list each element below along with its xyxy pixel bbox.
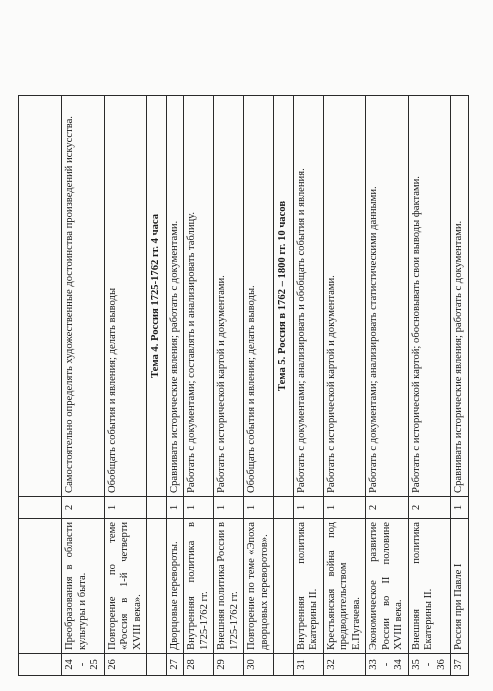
lesson-topic: Внутренняя политика в 1725-1762 гг. (184, 519, 214, 654)
lesson-hours: 2 (366, 497, 409, 519)
section-row (274, 96, 294, 676)
lesson-activity: Работать с документами; составлять и анализировать таблицу. (184, 96, 214, 497)
lesson-number: 28 (184, 654, 214, 676)
lesson-topic: Внешняя политика Екатерины II. (408, 519, 451, 654)
lesson-number: 30 (244, 654, 274, 676)
lesson-number: 33 - 34 (366, 654, 409, 676)
lesson-activity: Работать с документами; анализировать статистическими данными. (366, 96, 409, 497)
table-row (214, 96, 244, 676)
blank-cell (274, 654, 294, 676)
lesson-table-body (19, 96, 469, 676)
lesson-topic: Дворцовые перевороты. (166, 519, 184, 654)
section-row (147, 96, 167, 676)
rotated-lesson-plan (18, 96, 464, 676)
table-row (323, 96, 366, 676)
lesson-hours: 2 (62, 497, 105, 519)
lesson-number: 31 (293, 654, 323, 676)
lesson-topic: Экономическое развитие России во II половине XVIII века. (366, 519, 409, 654)
lesson-hours: 1 (184, 497, 214, 519)
lesson-topic: Внешняя политика России в 1725-1762 гг. (214, 519, 244, 654)
lesson-topic: Повторение по теме «Эпоха дворцовых переворотов». (244, 519, 274, 654)
section-title: Тема 5. Россия в 1762 – 1800 гг. 10 часов (274, 96, 294, 497)
lesson-number: 26 (104, 654, 147, 676)
blank-cell (147, 519, 167, 654)
lesson-hours: 1 (323, 497, 366, 519)
lesson-activity: Сравнивать исторические явления; работать с документами. (166, 96, 184, 497)
lesson-topic: Россия при Павле I (451, 519, 469, 654)
lesson-activity: Обобщать события и явления; делать выводы. (244, 96, 274, 497)
table-row (166, 96, 184, 676)
blank-cell (274, 519, 294, 654)
table-row (408, 96, 451, 676)
lesson-number: 32 (323, 654, 366, 676)
blank-cell (19, 96, 62, 497)
table-row (366, 96, 409, 676)
lesson-number: 35 - 36 (408, 654, 451, 676)
lesson-activity: Обобщать события и явления; делать выводы (104, 96, 147, 497)
table-row (19, 96, 62, 676)
blank-cell (19, 497, 62, 519)
section-title: Тема 4. Россия 1725-1762 гг. 4 часа (147, 96, 167, 497)
lesson-table (18, 95, 469, 676)
lesson-activity: Работать с исторической картой; обосновывать свои выводы фактами. (408, 96, 451, 497)
lesson-number: 27 (166, 654, 184, 676)
blank-cell (274, 497, 294, 519)
lesson-hours: 1 (244, 497, 274, 519)
blank-cell (19, 519, 62, 654)
lesson-hours: 1 (166, 497, 184, 519)
table-row (184, 96, 214, 676)
blank-cell (19, 654, 62, 676)
lesson-topic: Преобразования в области культуры и быта. (62, 519, 105, 654)
lesson-topic: Повторение по теме «Россия в 1-й четверти XVIII века». (104, 519, 147, 654)
lesson-hours: 1 (214, 497, 244, 519)
lesson-topic: Крестьянская война под предводительством Е.Пугачева. (323, 519, 366, 654)
lesson-activity: Сравнивать исторические явления; работать с документами. (451, 96, 469, 497)
table-row (244, 96, 274, 676)
table-row (293, 96, 323, 676)
table-row (62, 96, 105, 676)
lesson-activity: Работать с исторической картой и документами. (323, 96, 366, 497)
blank-cell (147, 497, 167, 519)
lesson-activity: Работать с документами; анализировать и обобщать события и явления. (293, 96, 323, 497)
lesson-number: 24 - 25 (62, 654, 105, 676)
blank-cell (147, 654, 167, 676)
lesson-number: 29 (214, 654, 244, 676)
lesson-topic: Внутренняя политика Екатерины II. (293, 519, 323, 654)
lesson-activity: Самостоятельно определять художественные достоинства произведений искусства. (62, 96, 105, 497)
table-row (451, 96, 469, 676)
lesson-hours: 1 (104, 497, 147, 519)
lesson-hours: 1 (293, 497, 323, 519)
table-row (104, 96, 147, 676)
lesson-number: 37 (451, 654, 469, 676)
lesson-hours: 2 (408, 497, 451, 519)
lesson-activity: Работать с исторической картой и документами. (214, 96, 244, 497)
lesson-hours: 1 (451, 497, 469, 519)
